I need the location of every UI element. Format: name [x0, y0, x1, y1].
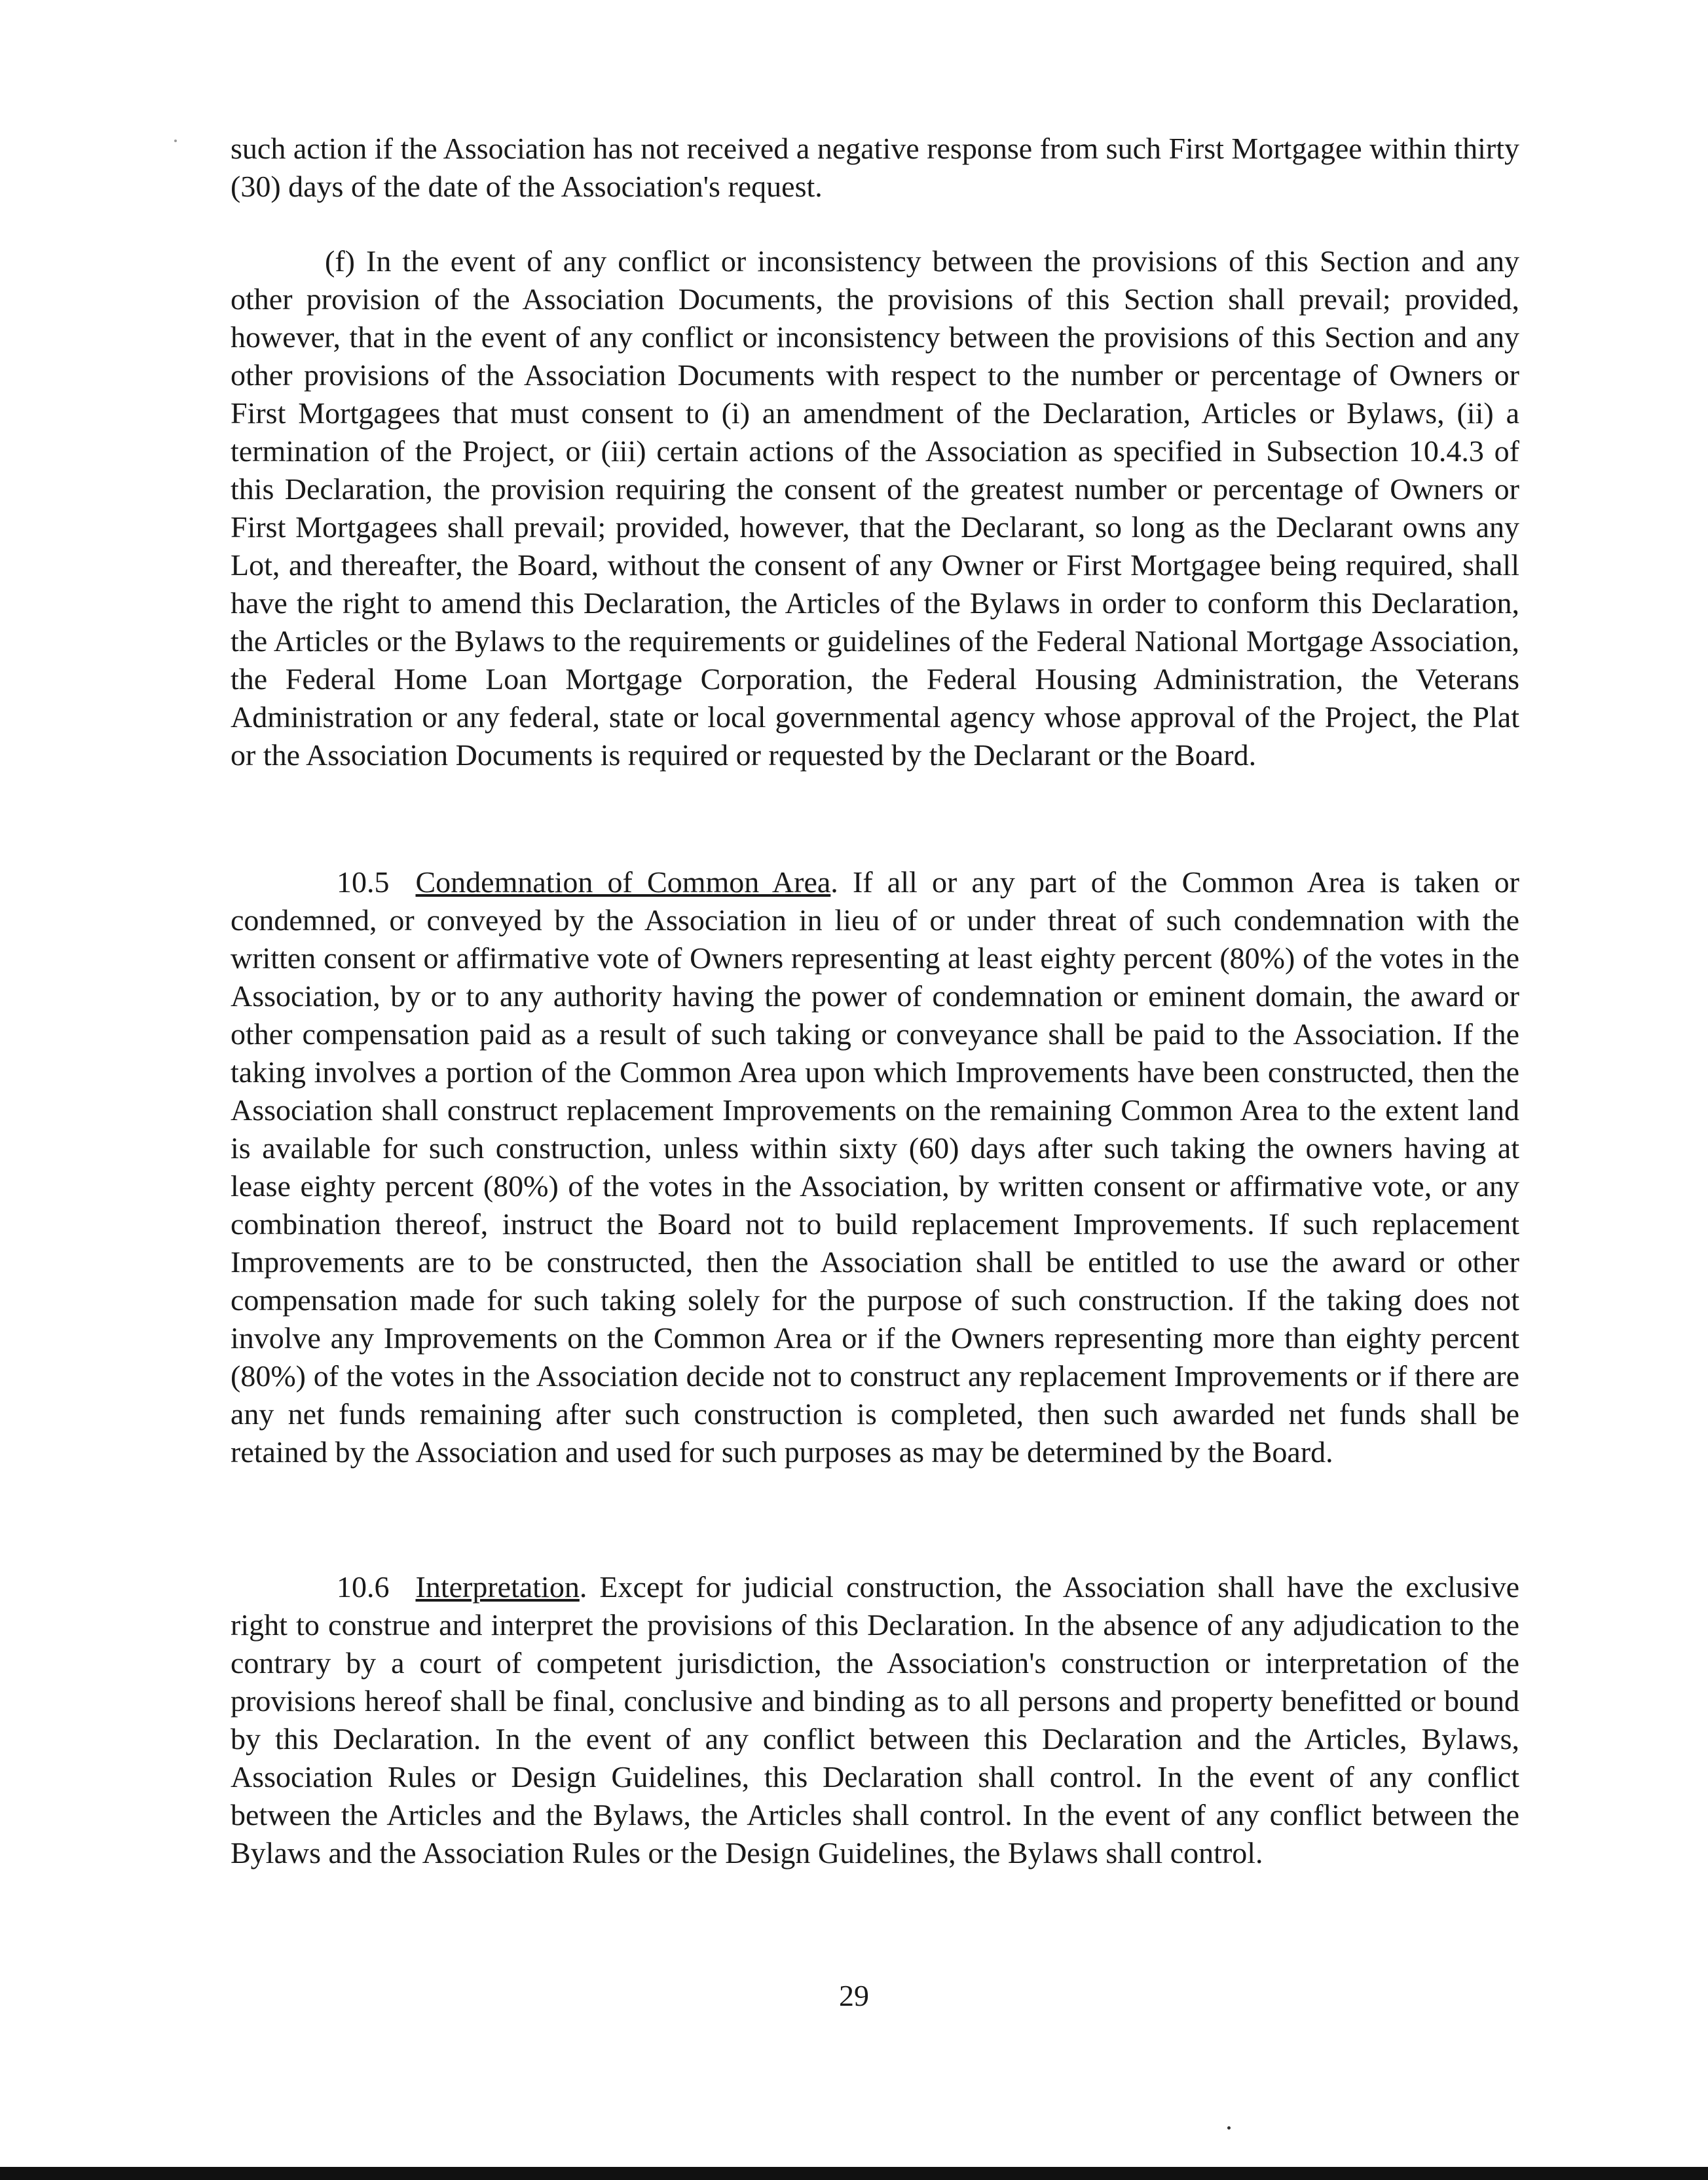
margin-speck: [174, 140, 177, 142]
section-10-6-body: . Except for judicial construction, the Association shall have the exclusive right to construe and interpret the provisions of this Declaration. In the absence of any adjudication to the contrary by a court of competent jurisdiction, the Association's construction or interpretation of the provisions hereof shall be final, conclusive and binding as to all persons and property benefitted or bound by this Declaration. In the event of any conflict between this Declaration and the Articles, Bylaws, Association Rules or Design Guidelines, this Declaration shall control. In the event of any conflict between the Articles and the Bylaws, the Articles shall control. In the event of any conflict between the Bylaws and the Association Rules or the Design Guidelines, the Bylaws shall control.: [231, 1570, 1519, 1870]
scan-speck: [1227, 2126, 1231, 2130]
section-10-6-paragraph: [231, 1568, 1519, 1872]
section-10-5-paragraph: [231, 863, 1519, 1471]
scan-bottom-border: [0, 2167, 1708, 2180]
section-10-5-number: 10.5: [337, 865, 390, 899]
section-10-6-title: Interpretation: [415, 1570, 580, 1604]
section-10-5-body: . If all or any part of the Common Area is taken or condemned, or conveyed by the Association in lieu of or under threat of such condemnation with the written consent or affirmative vote of Owners representing at least eighty percent (80%) of the votes in the Association, by or to any authority having the power of condemnation or eminent domain, the award or other compensation paid as a result of such taking or conveyance shall be paid to the Association. If the taking involves a portion of the Common Area upon which Improvements have been constructed, then the Association shall construct replacement Improvements on the remaining Common Area to the extent land is available for such construction, unless within sixty (60) days after such taking the owners having at lease eighty percent (80%) of the votes in the Association, by written consent or affirmative vote, or any combination thereof, instruct the Board not to build replacement Improvements. If such replacement Improvements are to be constructed, then the Association shall be entitled to use the award or other compensation made for such taking solely for the purpose of such construction. If the taking does not involve any Improvements on the Common Area or if the Owners representing more than eighty percent (80%) of the votes in the Association decide not to construct any replacement Improvements or if there are any net funds remaining after such construction is completed, then such awarded net funds shall be retained by the Association and used for such purposes as may be determined by the Board.: [231, 865, 1519, 1469]
section-10-5-title: Condemnation of Common Area: [415, 865, 831, 899]
continuation-paragraph: such action if the Association has not received a negative response from such First Mortgagee within thirty (30) days of the date of the Association's request.: [231, 132, 1519, 203]
subsection-f-paragraph: (f) In the event of any conflict or inconsistency between the provisions of this Section and any other provision of the Association Documents, the provisions of this Section shall prevail; provided, however, that in the event of any conflict or inconsistency between the provisions of this Section and any other provisions of the Association Documents with respect to the number or percentage of Owners or First Mortgagees that must consent to (i) an amendment of the Declaration, Articles or Bylaws, (ii) a termination of the Project, or (iii) certain actions of the Association as specified in Subsection 10.4.3 of this Declaration, the provision requiring the consent of the greatest number or percentage of Owners or First Mortgagees shall prevail; provided, however, that the Declarant, so long as the Declarant owns any Lot, and thereafter, the Board, without the consent of any Owner or First Mortgagee being required, shall have the right to amend this Declaration, the Articles of the Bylaws in order to conform this Declaration, the Articles or the Bylaws to the requirements or guidelines of the Federal National Mortgage Association, the Federal Home Loan Mortgage Corporation, the Federal Housing Administration, the Veterans Administration or any federal, state or local governmental agency whose approval of the Project, the Plat or the Association Documents is required or requested by the Declarant or the Board.: [231, 244, 1519, 772]
section-10-6-number: 10.6: [337, 1570, 390, 1604]
page-number: 29: [839, 1979, 869, 2012]
